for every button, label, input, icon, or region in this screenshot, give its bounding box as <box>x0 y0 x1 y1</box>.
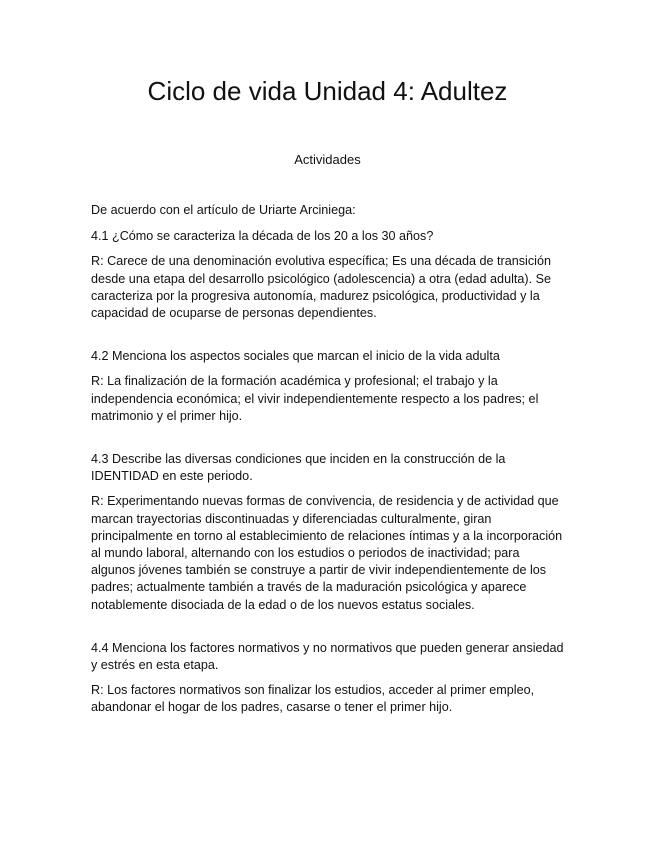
section-4-4 <box>91 640 566 717</box>
answer-text: R: Experimentando nuevas formas de convivencia, de residencia y de actividad que marcan trayectorias discontinuadas y diferenciadas culturalmente, giran principalmente en torno al establecimiento de relaciones íntimas y a la incorporación al mundo laboral, alternando con los estudios o periodos de inactividad; para algunos jóvenes también se construye a partir de vivir independientemente de los padres; actualmente también a través de la maduración psicológica y aparece notablemente disociada de la edad o de los nuevos estatus sociales. <box>91 494 563 612</box>
question-text: 4.3 Describe las diversas condiciones que inciden en la construcción de la IDENTIDAD en este periodo. <box>91 452 506 484</box>
intro-text: De acuerdo con el artículo de Uriarte Arciniega: <box>91 203 356 217</box>
section-4-1 <box>91 228 566 322</box>
question-text: 4.2 Menciona los aspectos sociales que marcan el inicio de la vida adulta <box>91 349 500 364</box>
answer-text: R: La finalización de la formación académica y profesional; el trabajo y la independencia económica; el vivir independientemente respecto a los padres; el matrimonio y el primer hijo. <box>91 374 539 423</box>
answer-text: R: Carece de una denominación evolutiva específica; Es una década de transición desde una etapa del desarrollo psicológico (adolescencia) a otra (edad adulta). Se caracteriza por la progresiva autonomía, madurez psicológica, productividad y la capacidad de ocuparse de personas dependientes. <box>91 254 551 321</box>
answer-text: R: Los factores normativos son finalizar los estudios, acceder al primer empleo, abandonar el hogar de los padres, casarse o tener el primer hijo. <box>91 683 535 715</box>
page-title: Ciclo de vida Unidad 4: Adultez <box>147 76 508 106</box>
question-text: 4.4 Menciona los factores normativos y no normativos que pueden generar ansiedad y estrés en esta etapa. <box>91 640 564 673</box>
section-4-3 <box>91 451 566 614</box>
page-subtitle: Actividades <box>294 152 361 167</box>
section-4-2 <box>91 348 566 425</box>
question-text: 4.1 ¿Cómo se caracteriza la década de los 20 a los 30 años? <box>91 229 434 244</box>
document-body <box>91 202 566 725</box>
